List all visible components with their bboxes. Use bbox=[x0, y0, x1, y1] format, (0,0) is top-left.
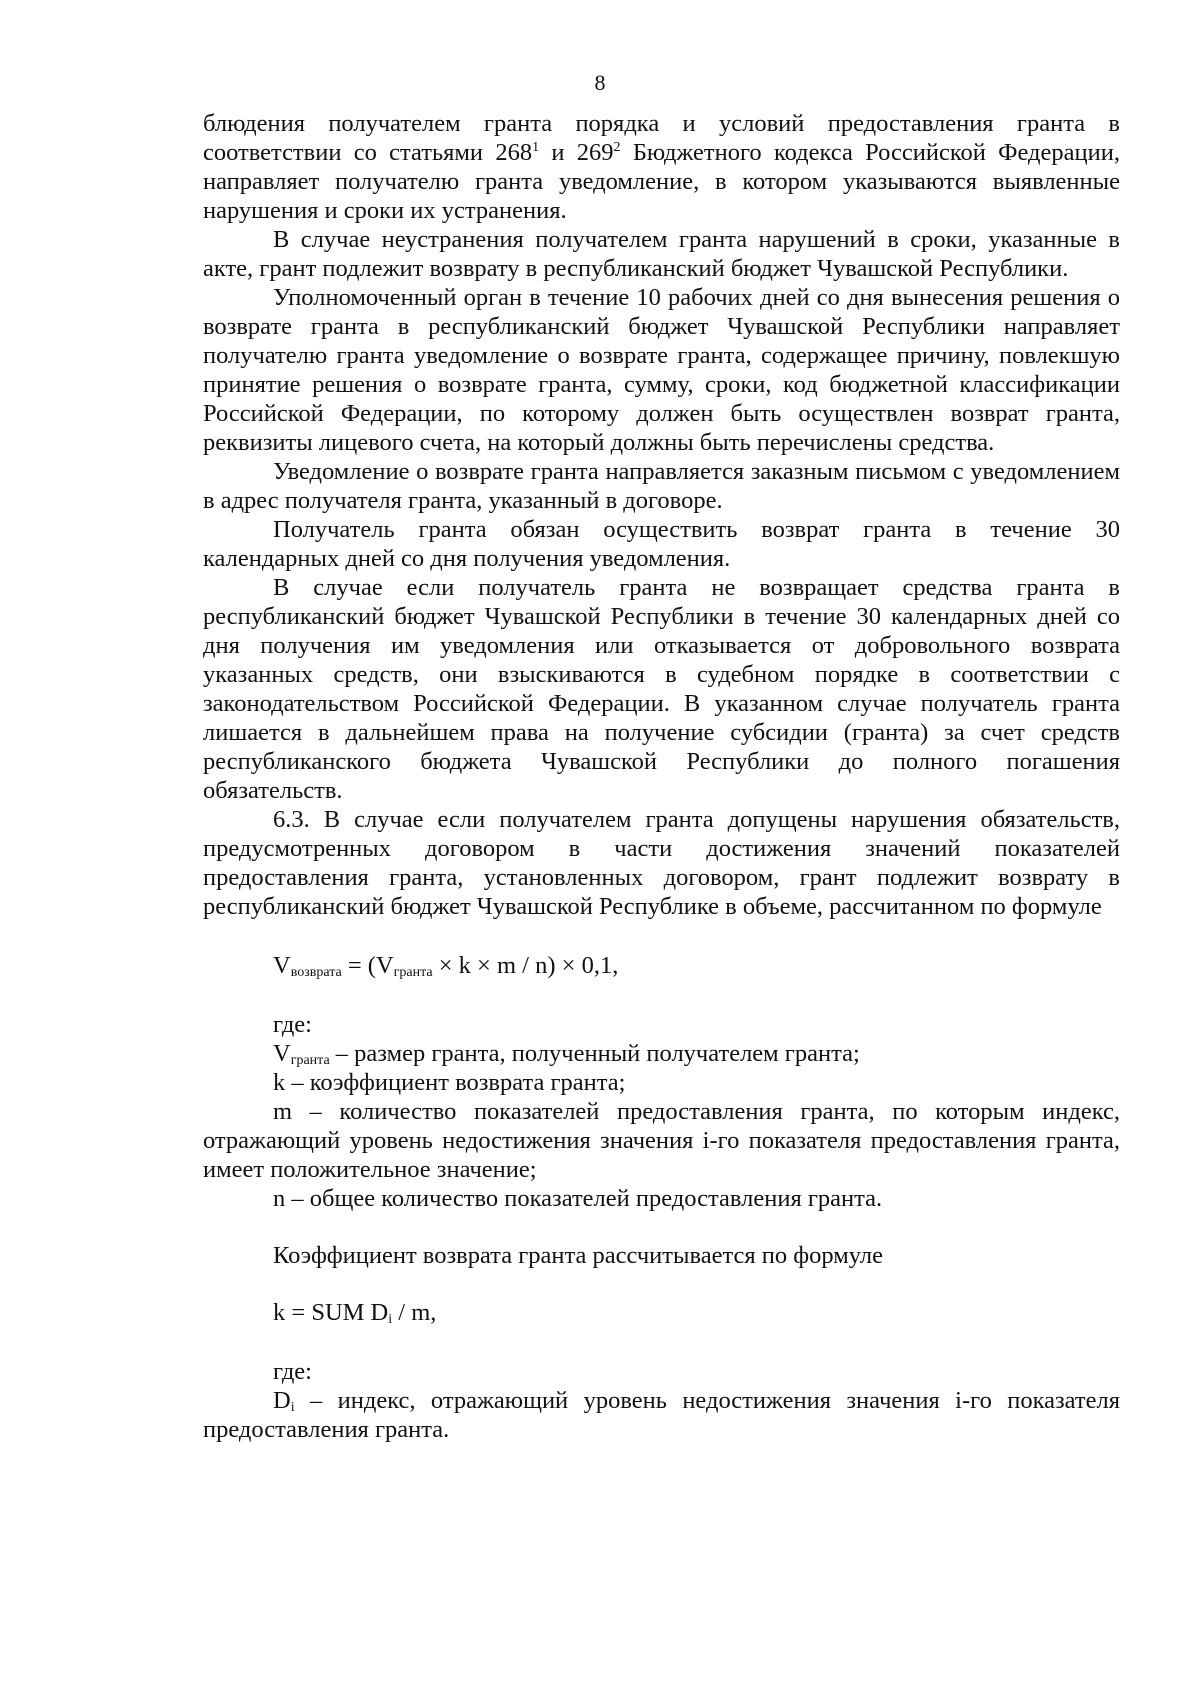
superscript: 1 bbox=[532, 140, 540, 155]
where-label: где: bbox=[273, 1011, 312, 1038]
paragraph-6-3: 6.3. В случае если получателем гранта допущены нарушения обязательств, предусмотренных договором в части достижения значений показателей предоставления гранта, установленных договором, грант подлежит возврату в республиканский бюджет Чувашской Республике в объеме, рассчитанном по формуле bbox=[203, 806, 1120, 920]
coefficient-intro: Коэффициент возврата гранта рассчитывается по формуле bbox=[273, 1242, 883, 1269]
paragraph-continuation bbox=[203, 109, 1120, 225]
subscript: i bbox=[290, 1400, 295, 1415]
subscript: возврата bbox=[290, 965, 342, 980]
text-fragment: и 269 bbox=[539, 139, 614, 166]
formula-part: × k × m / n) × 0,1, bbox=[432, 952, 619, 979]
definition-n: n – общее количество показателей предоставления гранта. bbox=[273, 1185, 883, 1212]
paragraph-5: В случае если получатель гранта не возвращает средства гранта в республиканский бюджет Чувашской Республики в течение 30 календарных дней со дня получения им уведомления или отказывается от добровольного возврата указанных средств, они взыскиваются в судебном порядке в соответствии с законодательством Российской Федерации. В указанном случае получатель гранта лишается в дальнейшем права на получение субсидии (гранта) за счет средств республиканского бюджета Чувашской Республики до полного погашения обязательств. bbox=[203, 574, 1120, 804]
document-body bbox=[203, 109, 1120, 1444]
definition-v-grant bbox=[273, 1039, 1120, 1068]
formula-return-volume bbox=[273, 951, 1120, 980]
where-label-2: где: bbox=[273, 1358, 312, 1385]
page-number: 8 bbox=[594, 70, 606, 95]
definition-m: m – количество показателей предоставления гранта, по которым индекс, отражающий уровень недостижения значения i-го показателя предоставления гранта, имеет положительное значение; bbox=[203, 1098, 1120, 1183]
paragraph-4: Получатель гранта обязан осуществить возврат гранта в течение 30 календарных дней со дня получения уведомления. bbox=[203, 516, 1120, 572]
definition-text: – размер гранта, полученный получателем гранта; bbox=[329, 1040, 860, 1067]
formula-part: = (V bbox=[341, 952, 394, 979]
subscript: гранта bbox=[290, 1053, 330, 1068]
paragraph-2: Уполномоченный орган в течение 10 рабочих дней со дня вынесения решения о возврате гранта в республиканский бюджет Чувашской Республики направляет получателю гранта уведомление о возврате гранта, содержащее причину, повлекшую принятие решения о возврате гранта, сумму, сроки, код бюджетной классификации Российской Федерации, по которому должен быть осуществлен возврат гранта, реквизиты лицевого счета, на который должны быть перечислены средства. bbox=[203, 284, 1120, 456]
text-fragment: блюдения получателем гранта порядка и условий предоставления гранта в соответствии со статьями 268 bbox=[203, 110, 1120, 166]
paragraph-1: В случае неустранения получателем гранта нарушений в сроки, указанные в акте, грант подлежит возврату в республиканский бюджет Чувашской Республики. bbox=[203, 226, 1120, 282]
text-fragment: Бюджетного кодекса Российской Федерации, направляет получателю гранта уведомление, в котором указываются выявленные нарушения и сроки их устранения. bbox=[203, 139, 1120, 224]
formula-coefficient bbox=[273, 1298, 1120, 1327]
formula-symbol: D bbox=[273, 1387, 291, 1414]
definition-k: k – коэффициент возврата гранта; bbox=[273, 1069, 626, 1096]
subscript: i bbox=[388, 1312, 393, 1327]
formula-symbol: V bbox=[273, 1040, 291, 1067]
formula-part: k = SUM D bbox=[273, 1299, 389, 1326]
superscript: 2 bbox=[613, 140, 621, 155]
formula-part: / m, bbox=[392, 1299, 437, 1326]
definition-d bbox=[203, 1386, 1120, 1444]
formula-symbol: V bbox=[273, 952, 291, 979]
paragraph-3: Уведомление о возврате гранта направляется заказным письмом с уведомлением в адрес получателя гранта, указанный в договоре. bbox=[203, 458, 1120, 514]
subscript: гранта bbox=[393, 965, 433, 980]
definition-text: – индекс, отражающий уровень недостижения значения i-го показателя предоставления гранта. bbox=[203, 1387, 1120, 1443]
